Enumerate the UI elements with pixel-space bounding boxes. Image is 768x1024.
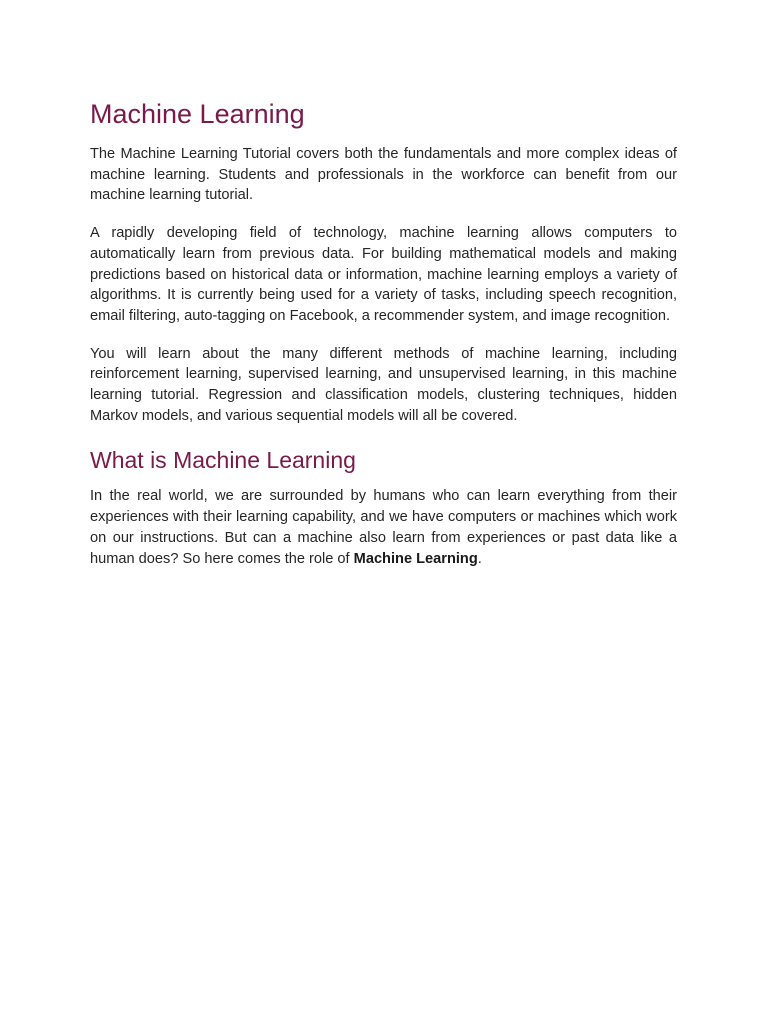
intro-paragraph-3: You will learn about the many different methods of machine learning, including reinforcement learning, supervised learning, and unsupervised learning, in this machine learning tutorial. Regression and classification models, clustering techniques, hidden Markov models, and various sequential models will all be covered. — [90, 345, 677, 424]
section-heading: What is Machine Learning — [90, 447, 356, 474]
intro-paragraph-2: A rapidly developing field of technology, machine learning allows computers to automatically learn from previous data. For building mathematical models and making predictions based on historical data or information, machine learning employs a variety of algorithms. It is currently being used for a variety of tasks, including speech recognition, email filtering, auto-tagging on Facebook, a recommender system, and image recognition. — [90, 225, 677, 324]
section-paragraph-bold: Machine Learning — [353, 550, 478, 567]
document-page — [90, 94, 677, 586]
section-paragraph — [90, 486, 677, 569]
intro-paragraph-1: The Machine Learning Tutorial covers both the fundamentals and more complex ideas of machine learning. Students and professionals in the workforce can benefit from our machine learning tutorial. — [90, 146, 677, 204]
page-title: Machine Learning — [90, 99, 305, 129]
section-paragraph-text: In the real world, we are surrounded by humans who can learn everything from their experiences with their learning capability, and we have computers or machines which work on our instructions. But can a machine also learn from experiences or past data like a human does? So here comes the role of — [90, 488, 677, 567]
section-paragraph-end: . — [477, 550, 482, 567]
